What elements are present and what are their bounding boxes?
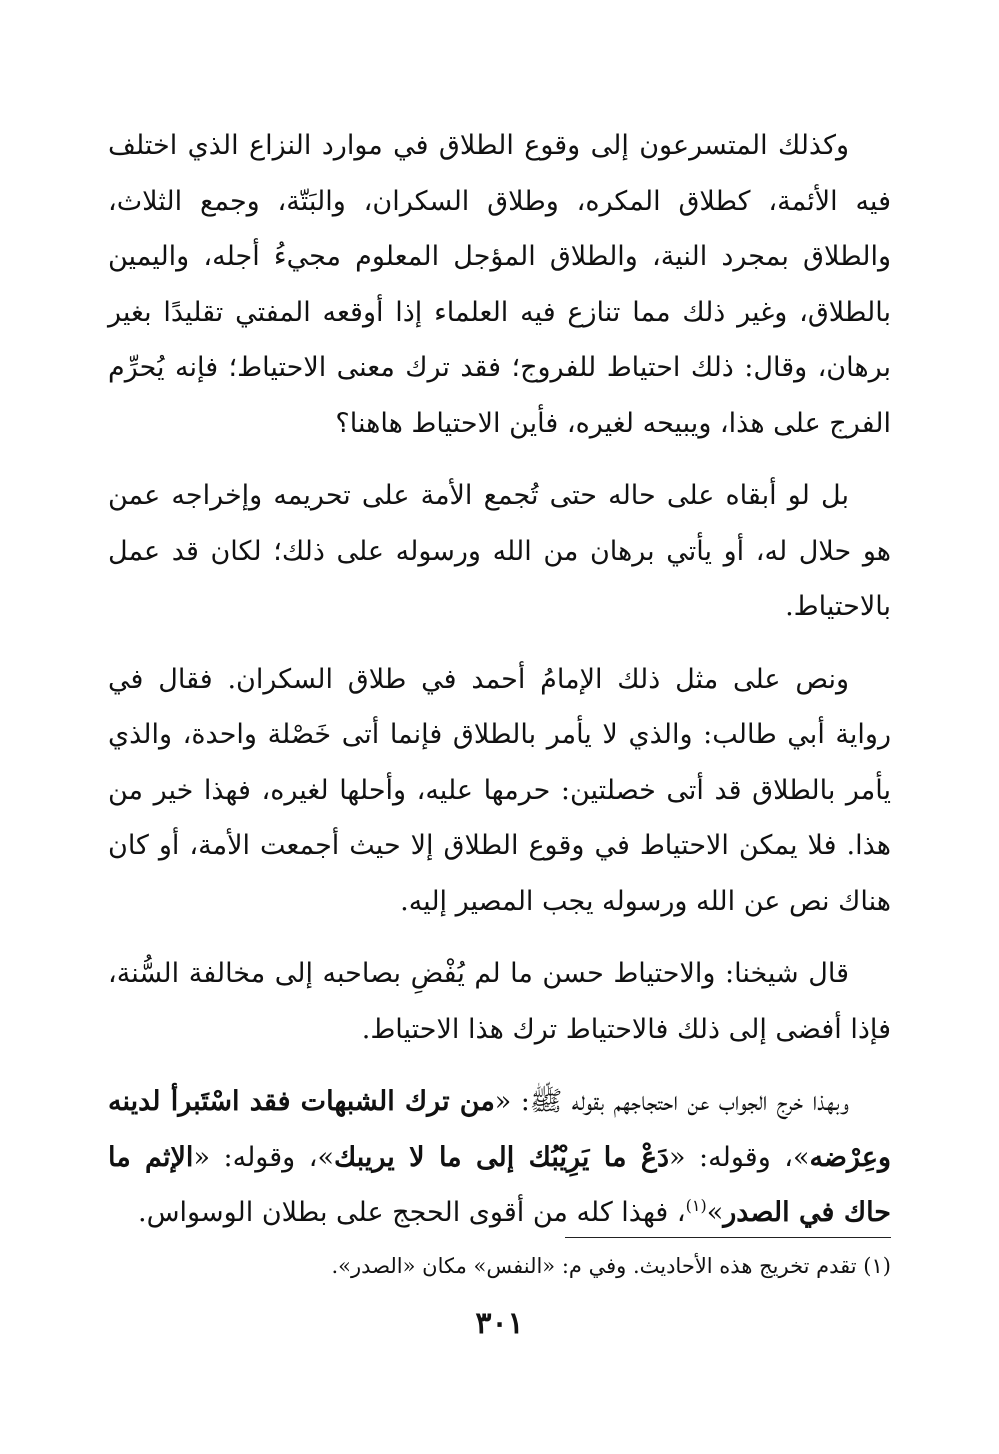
hadith-quote-1: من ترك الشبهات فقد اسْتَبرأ لدينه وعِرْضه — [108, 1086, 891, 1173]
page-body — [108, 118, 891, 1258]
paragraph-5-part3: »، وقوله: « — [193, 1141, 334, 1173]
paragraph-4-text: قال شيخنا: والاحتياط حسن ما لم يُفْضِ بصاحبه إلى مخالفة السُّنة، فإذا أفضى إلى ذلك فالاحتياط ترك هذا الاحتياط. — [108, 958, 891, 1045]
paragraph-indent — [849, 480, 891, 511]
footnote-divider — [565, 1237, 891, 1238]
paragraph-3 — [108, 652, 891, 930]
paragraph-4 — [108, 946, 891, 1057]
hadith-quote-3: الإثم ما حاك في الصدر — [108, 1141, 891, 1228]
paragraph-5-part5: ، فهذا كله من أقوى الحجج على بطلان الوسواس. — [137, 1197, 686, 1228]
paragraph-2 — [108, 468, 891, 635]
paragraph-2-text: بل لو أبقاه على حاله حتى تُجمع الأمة على تحريمه وإخراجه عمن هو حلال له، أو يأتي برهان من الله ورسوله على ذلك؛ لكان قد عمل بالاحتياط. — [108, 480, 891, 622]
paragraph-5-part2: »، وقوله: « — [668, 1141, 810, 1173]
paragraph-1-text: وكذلك المتسرعون إلى وقوع الطلاق في موارد النزاع الذي اختلف فيه الأئمة، كطلاق المكره، وطلاق السكران، والبَتّة، وجمع الثلاث، والطلاق بمجرد النية، والطلاق المؤجل المعلوم مجيءُ أجله، واليمين بالطلاق، وغير ذلك مما تنازع فيه العلماء إذا أوقعه المفتي تقليدًا بغير برهان، وقال: ذلك احتياط للفروج؛ فقد ترك معنى الاحتياط؛ فإنه يُحرِّم الفرج على هذا، ويبيحه لغيره، فأين الاحتياط هاهنا؟ — [108, 130, 891, 439]
paragraph-indent — [849, 130, 891, 161]
paragraph-1 — [108, 118, 891, 451]
paragraph-3-text: ونص على مثل ذلك الإمامُ أحمد في طلاق السكران. فقال في رواية أبي طالب: والذي لا يأمر بالطلاق فإنما أتى خَصْلة واحدة، والذي يأمر بالطلاق قد أتى خصلتين: حرمها عليه، وأحلها لغيره، فهذا خير من هذا. فلا يمكن الاحتياط في وقوع الطلاق إلا حيث أجمعت الأمة، أو كان هناك نص عن الله ورسوله يجب المصير إليه. — [108, 663, 891, 917]
footnote — [108, 1250, 891, 1282]
paragraph-indent — [849, 958, 891, 989]
page-number: ٣٠١ — [475, 1306, 524, 1341]
footnote-reference[interactable]: (١) — [685, 1196, 707, 1215]
footnote-text: (١) تقدم تخريج هذه الأحاديث. وفي م: «النفس» مكان «الصدر». — [331, 1254, 891, 1278]
paragraph-indent — [849, 664, 891, 695]
paragraph-indent — [849, 1086, 891, 1117]
paragraph-5-part4: » — [706, 1197, 724, 1228]
hadith-quote-2: دَعْ ما يَرِيْبُك إلى ما لا يريبك — [333, 1141, 669, 1173]
paragraph-5-part1: وبهذا خرج الجواب عن احتجاجهم بقوله ﷺ: « — [494, 1086, 849, 1117]
paragraph-5 — [108, 1074, 891, 1241]
